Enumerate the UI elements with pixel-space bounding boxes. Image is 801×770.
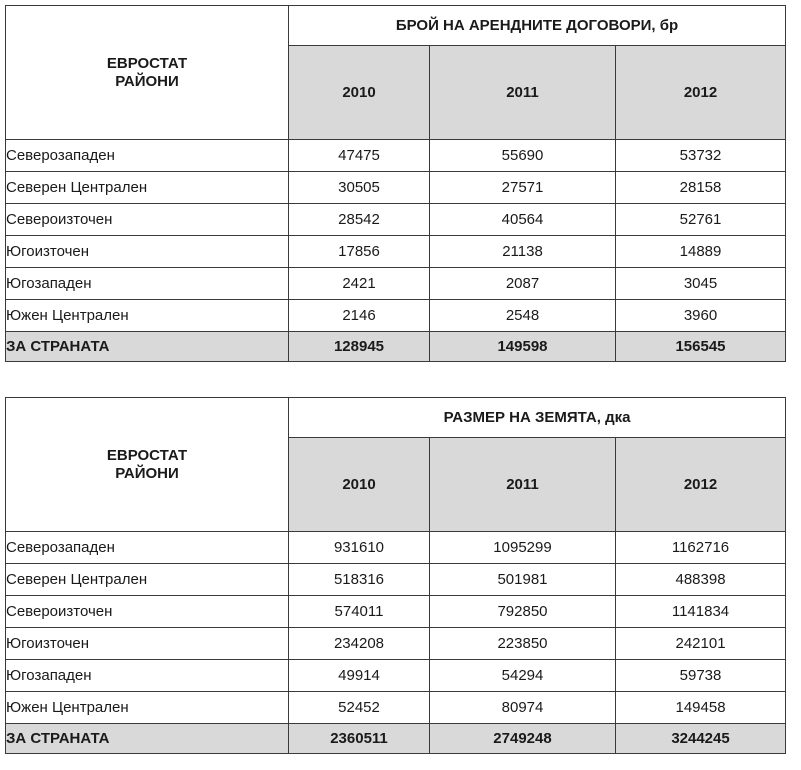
value-cell: 2146 <box>289 300 430 332</box>
value-cell: 1162716 <box>616 532 786 564</box>
total-value: 3244245 <box>616 724 786 754</box>
value-cell: 488398 <box>616 564 786 596</box>
year-header: 2012 <box>616 438 786 532</box>
region-name: Югозападен <box>6 660 289 692</box>
value-cell: 574011 <box>289 596 430 628</box>
value-cell: 149458 <box>616 692 786 724</box>
land-area-table <box>5 397 786 754</box>
value-cell: 55690 <box>430 140 616 172</box>
table-row <box>6 660 786 692</box>
region-name: Североизточен <box>6 204 289 236</box>
group-header: РАЗМЕР НА ЗЕМЯТА, дка <box>289 398 786 438</box>
value-cell: 28158 <box>616 172 786 204</box>
value-cell: 47475 <box>289 140 430 172</box>
total-row <box>6 332 786 362</box>
table-row <box>6 300 786 332</box>
region-name: Южен Централен <box>6 300 289 332</box>
value-cell: 53732 <box>616 140 786 172</box>
value-cell: 1141834 <box>616 596 786 628</box>
total-value: 149598 <box>430 332 616 362</box>
value-cell: 2548 <box>430 300 616 332</box>
value-cell: 49914 <box>289 660 430 692</box>
region-name: Северен Централен <box>6 172 289 204</box>
region-header-line2: РАЙОНИ <box>115 72 179 90</box>
table-row <box>6 628 786 660</box>
table-row <box>6 204 786 236</box>
total-row <box>6 724 786 754</box>
year-header: 2011 <box>430 46 616 140</box>
value-cell: 21138 <box>430 236 616 268</box>
value-cell: 1095299 <box>430 532 616 564</box>
region-column-header <box>6 6 289 140</box>
region-name: Северозападен <box>6 140 289 172</box>
table-row <box>6 532 786 564</box>
table-row <box>6 236 786 268</box>
value-cell: 14889 <box>616 236 786 268</box>
value-cell: 54294 <box>430 660 616 692</box>
year-header: 2010 <box>289 438 430 532</box>
total-label: ЗА СТРАНАТА <box>6 724 289 754</box>
region-name: Югоизточен <box>6 628 289 660</box>
value-cell: 223850 <box>430 628 616 660</box>
total-value: 2360511 <box>289 724 430 754</box>
region-name: Северен Централен <box>6 564 289 596</box>
value-cell: 242101 <box>616 628 786 660</box>
value-cell: 80974 <box>430 692 616 724</box>
value-cell: 2087 <box>430 268 616 300</box>
value-cell: 501981 <box>430 564 616 596</box>
region-name: Югозападен <box>6 268 289 300</box>
table-row <box>6 596 786 628</box>
value-cell: 3045 <box>616 268 786 300</box>
value-cell: 27571 <box>430 172 616 204</box>
region-header-line1: ЕВРОСТАТ <box>106 54 188 72</box>
year-header: 2011 <box>430 438 616 532</box>
value-cell: 59738 <box>616 660 786 692</box>
value-cell: 40564 <box>430 204 616 236</box>
table-row <box>6 692 786 724</box>
table-row <box>6 564 786 596</box>
value-cell: 3960 <box>616 300 786 332</box>
region-name: Югоизточен <box>6 236 289 268</box>
region-name: Южен Централен <box>6 692 289 724</box>
value-cell: 234208 <box>289 628 430 660</box>
value-cell: 792850 <box>430 596 616 628</box>
value-cell: 52761 <box>616 204 786 236</box>
region-header-line2: РАЙОНИ <box>115 464 179 482</box>
value-cell: 931610 <box>289 532 430 564</box>
total-value: 128945 <box>289 332 430 362</box>
region-header-line1: ЕВРОСТАТ <box>106 446 188 464</box>
lease-contracts-table <box>5 5 786 362</box>
total-value: 2749248 <box>430 724 616 754</box>
value-cell: 17856 <box>289 236 430 268</box>
region-name: Североизточен <box>6 596 289 628</box>
total-label: ЗА СТРАНАТА <box>6 332 289 362</box>
value-cell: 28542 <box>289 204 430 236</box>
value-cell: 30505 <box>289 172 430 204</box>
table-row <box>6 172 786 204</box>
year-header: 2012 <box>616 46 786 140</box>
table-row <box>6 140 786 172</box>
region-name: Северозападен <box>6 532 289 564</box>
value-cell: 518316 <box>289 564 430 596</box>
total-value: 156545 <box>616 332 786 362</box>
table-row <box>6 268 786 300</box>
year-header: 2010 <box>289 46 430 140</box>
group-header: БРОЙ НА АРЕНДНИТЕ ДОГОВОРИ, бр <box>289 6 786 46</box>
region-column-header <box>6 398 289 532</box>
value-cell: 2421 <box>289 268 430 300</box>
value-cell: 52452 <box>289 692 430 724</box>
